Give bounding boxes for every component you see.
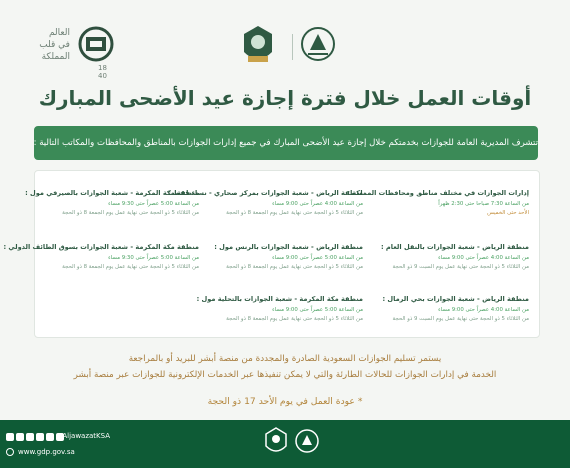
schedule-heading: إدارات الجوازات في مختلف مناطق ومحافظات المملكة :	[347, 189, 529, 197]
schedule-heading: منطقة مكة المكرمة - شعبة الجوازات بسوق الطائف الدولي :	[3, 243, 199, 251]
footer-passports-logo-icon	[262, 426, 290, 458]
schedule-item-riyadh-rains-mall	[213, 243, 363, 272]
schedule-heading: منطقة الرياض - شعبة الجوازات بحي الرمال :	[382, 295, 529, 303]
schedule-item-makkah-sairafi-mall	[25, 189, 199, 218]
schedule-line: من الثلاثاء 5 ذو الحجة حتى نهاية عمل يوم الجمعة 8 ذو الحجة	[62, 264, 199, 270]
intro-banner: تتشرف المديرية العامة للجوازات بخدمتكم خلال إجازة عيد الأضحى المبارك في جميع إدارات الجوازات بالمناطق والمحافظات والمكاتب التالية :	[34, 126, 538, 160]
vision-text-3: المملكة	[41, 52, 70, 62]
schedule-heading: منطقة مكة المكرمة - شعبة الجوازات بالتحلية مول :	[196, 295, 363, 303]
schedule-panel	[3, 170, 540, 338]
schedule-line: من الساعة 4:00 عصراً حتى 9:00 مساء	[272, 201, 363, 207]
youtube-icon[interactable]	[36, 433, 44, 441]
footer-ministry-logo-icon	[294, 428, 320, 454]
schedule-line: من الثلاثاء 5 ذو الحجة حتى نهاية عمل يوم السبت 9 ذو الحجة	[392, 264, 529, 270]
schedule-item-riyadh-public-transport	[379, 243, 529, 272]
schedule-line: من الساعة 5:00 عصراً حتى 9:30 مساء	[108, 255, 199, 261]
vision-text-1: العالم	[48, 28, 70, 38]
schedule-item-makkah-taif-market	[3, 243, 199, 272]
vision-text-2: في قلب	[39, 40, 70, 50]
ministry-logo-icon	[298, 24, 338, 68]
schedule-line: من الثلاثاء 5 ذو الحجة حتى نهاية عمل يوم الجمعة 8 ذو الحجة	[62, 210, 199, 216]
schedule-heading: منطقة الرياض - شعبة الجوازات بالرنس مول :	[214, 243, 363, 251]
schedule-heading: منطقة مكة المكرمة - شعبة الجوازات بالصيرفي مول :	[25, 189, 199, 197]
schedule-item-makkah-tahlia-mall	[196, 295, 363, 324]
schedule-item-riyadh-sahara	[168, 189, 363, 218]
schedule-line: من الساعة 5:00 عصراً حتى 9:30 مساء	[108, 201, 199, 207]
schedule-line: من الساعة 7:30 صباحا حتى 2:30 ظهراً	[438, 201, 529, 207]
schedule-line: من الساعة 4:00 عصراً حتى 9:00 مساء	[438, 307, 529, 313]
schedule-item-riyadh-rimal	[379, 295, 529, 324]
header-divider	[292, 34, 293, 60]
return-to-work-note: * عودة العمل في يوم الأحد 17 ذو الحجة	[207, 396, 363, 407]
twitter-icon[interactable]	[6, 433, 14, 441]
schedule-line: من الثلاثاء 5 ذو الحجة حتى نهاية عمل يوم الجمعة 8 ذو الحجة	[226, 316, 363, 322]
schedule-heading: منطقة الرياض - شعبة الجوازات بمركز صحاري - نساء فقط :	[168, 189, 363, 197]
vision-emblem-icon	[76, 24, 116, 64]
schedule-item-all-regions	[347, 189, 529, 218]
schedule-line: الأحد حتى الخميس	[487, 210, 529, 216]
social-icons	[6, 433, 64, 441]
instagram-icon[interactable]	[16, 433, 24, 441]
schedule-heading: منطقة الرياض - شعبة الجوازات بالنقل العام :	[380, 243, 529, 251]
schedule-line: من الساعة 4:00 عصراً حتى 9:00 مساء	[438, 255, 529, 261]
note-emergency: الخدمة في إدارات الجوازات للحالات الطارئة والتي لا يمكن تنفيذها عبر الخدمات الإلكترونية للجوازات عبر منصة أبشر	[73, 370, 497, 380]
vision-number: 18 40	[98, 64, 107, 80]
website-link[interactable]: www.gdp.gov.sa	[18, 448, 75, 456]
page-title: أوقات العمل خلال فترة إجازة عيد الأضحى المبارك	[38, 86, 532, 110]
passports-logo-icon	[238, 24, 278, 68]
schedule-line: من الثلاثاء 5 ذو الحجة حتى نهاية عمل يوم السبت 9 ذو الحجة	[392, 316, 529, 322]
globe-icon	[6, 448, 14, 456]
snapchat-icon[interactable]	[26, 433, 34, 441]
schedule-line: من الثلاثاء 5 ذو الحجة حتى نهاية عمل يوم الجمعة 8 ذو الحجة	[226, 264, 363, 270]
note-delivery: يستمر تسليم الجوازات السعودية الصادرة والمجددة من منصة أبشر للبريد أو بالمراجعة	[128, 354, 442, 364]
social-handle[interactable]: /AljawazatKSA	[60, 432, 111, 440]
schedule-line: من الساعة 5:00 عصراً حتى 9:00 مساء	[272, 255, 363, 261]
schedule-line: من الساعة 5:00 عصراً حتى 9:00 مساء	[272, 307, 363, 313]
schedule-line: من الثلاثاء 5 ذو الحجة حتى نهاية عمل يوم الجمعة 8 ذو الحجة	[226, 210, 363, 216]
facebook-icon[interactable]	[46, 433, 54, 441]
